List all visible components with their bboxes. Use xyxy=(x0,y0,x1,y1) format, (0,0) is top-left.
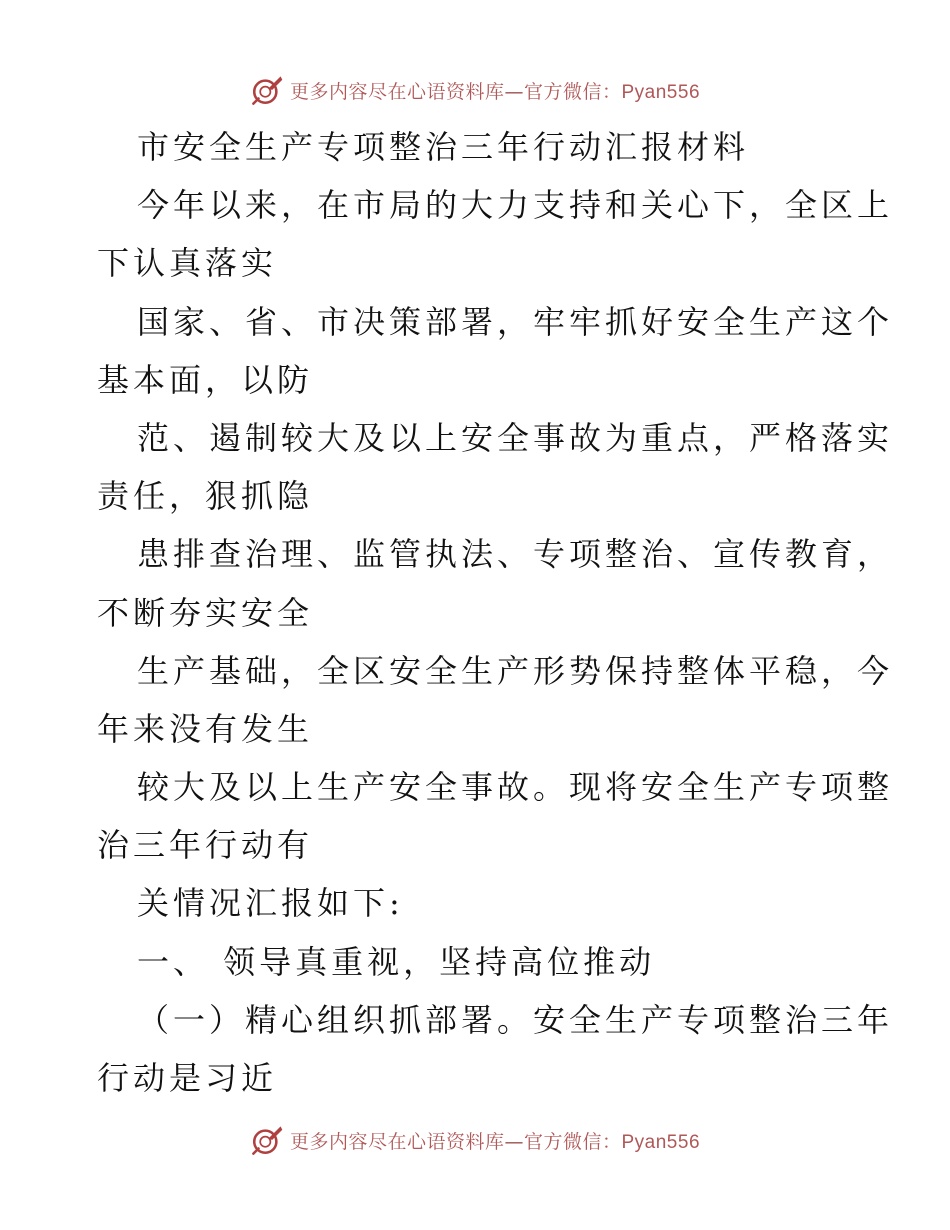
document-title: 市安全生产专项整治三年行动汇报材料 xyxy=(137,128,750,166)
paragraph-line: 国家、省、市决策部署，牢牢抓好安全生产这个 xyxy=(137,302,894,341)
subsection-line: （一）精心组织抓部署。安全生产专项整治三年 xyxy=(137,1000,894,1039)
paragraph-line: 生产基础，全区安全生产形势保持整体平稳，今 xyxy=(137,651,894,690)
document-body xyxy=(97,118,894,1107)
paragraph-line: 年来没有发生 xyxy=(97,709,314,748)
paragraph-line: 治三年行动有 xyxy=(97,826,314,865)
section-heading: 一、 领导真重视，坚持高位推动 xyxy=(137,942,656,981)
paragraph-line: 范、遏制较大及以上安全事故为重点，严格落实 xyxy=(137,418,894,457)
footer-watermark xyxy=(0,1120,950,1160)
watermark-text: 更多内容尽在心语资料库—官方微信：Pyan556 xyxy=(289,80,701,103)
paragraph-line: 今年以来，在市局的大力支持和关心下，全区上 xyxy=(137,186,894,225)
paragraph-line: 较大及以上生产安全事故。现将安全生产专项整 xyxy=(137,768,894,807)
paragraph-line: 不断夯实安全 xyxy=(97,593,314,632)
paragraph-line: 行动是习近 xyxy=(97,1059,278,1097)
paragraph-line: 关情况汇报如下: xyxy=(137,884,404,923)
paragraph-line: 基本面，以防 xyxy=(97,360,314,399)
paragraph-line: 下认真落实 xyxy=(97,244,278,283)
header-watermark xyxy=(0,70,950,110)
watermark-logo-icon xyxy=(250,73,284,107)
watermark-text: 更多内容尽在心语资料库—官方微信：Pyan556 xyxy=(289,1130,701,1153)
paragraph-line: 患排查治理、监管执法、专项整治、宣传教育， xyxy=(137,535,894,574)
watermark-logo-icon xyxy=(250,1123,284,1157)
paragraph-line: 责任，狠抓隐 xyxy=(97,477,314,516)
